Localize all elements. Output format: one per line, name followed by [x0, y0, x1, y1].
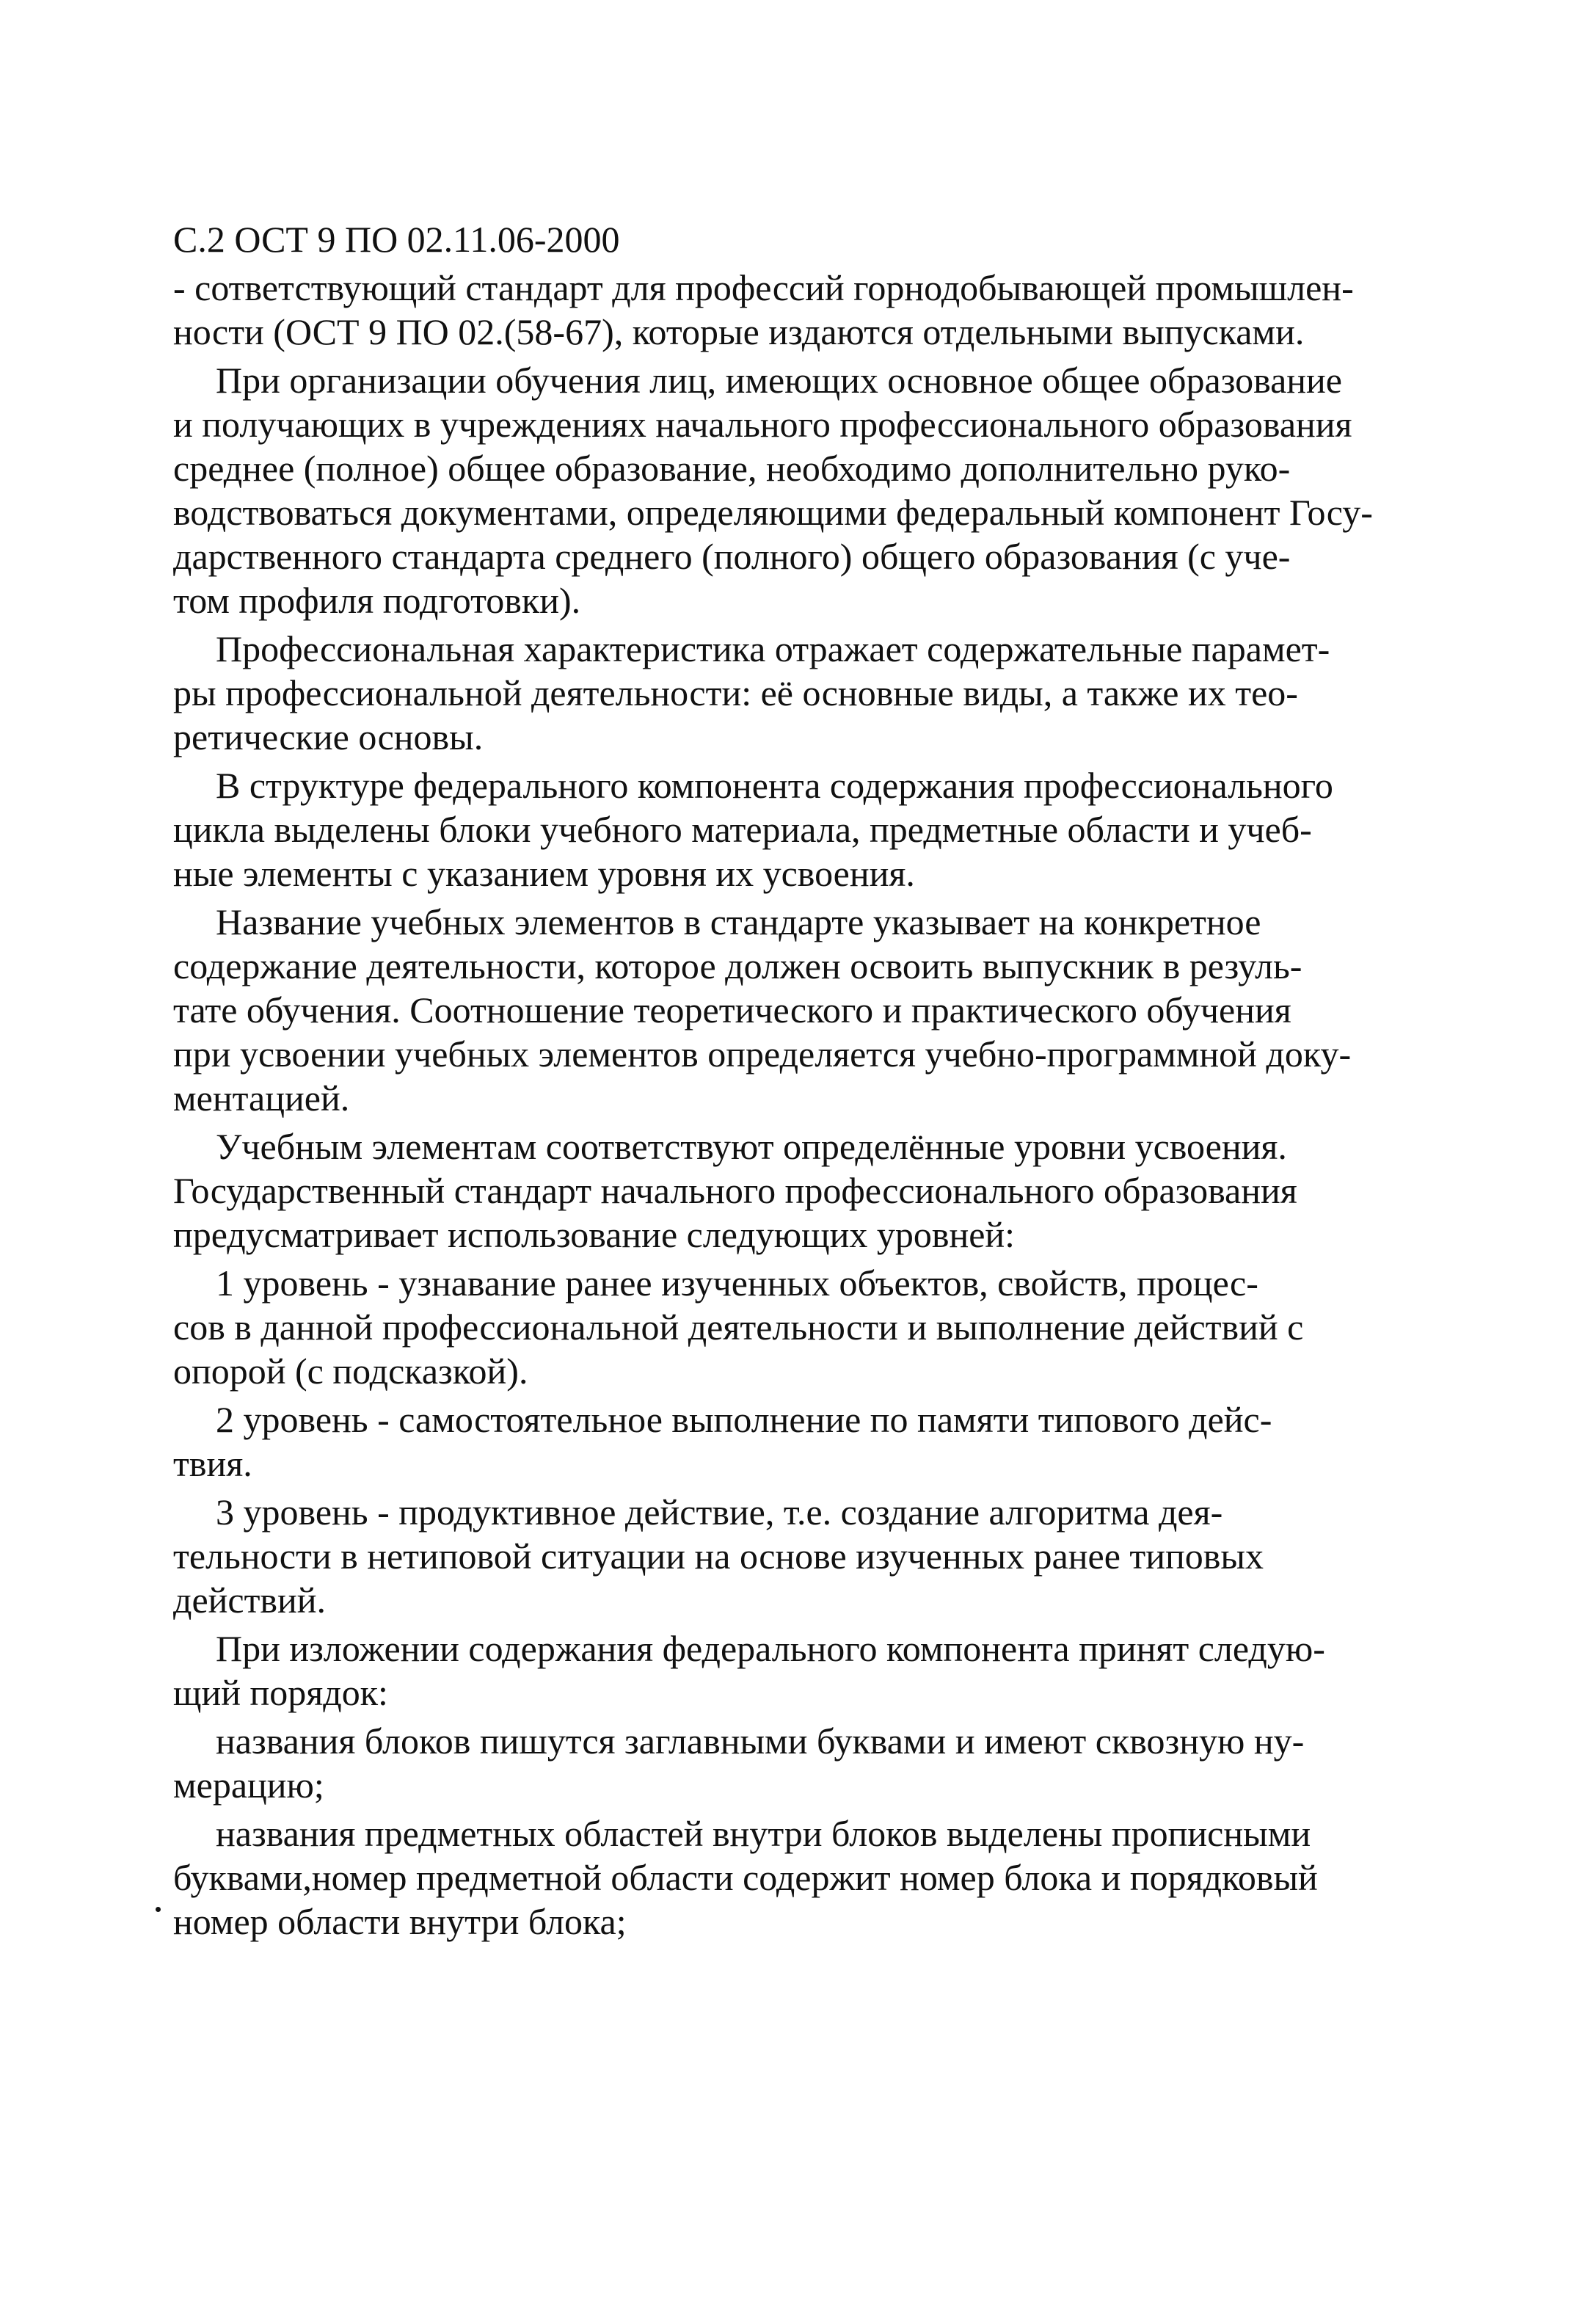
paragraph — [173, 1397, 1421, 1486]
paragraph — [173, 1811, 1421, 1944]
text-line: ные элементы с указанием уровня их усвоения. — [173, 853, 915, 894]
text-line: предусматривает использование следующих уровней: — [173, 1214, 1016, 1255]
text-line: тельности в нетиповой ситуации на основе изученных ранее типовых — [173, 1535, 1264, 1577]
text-line: 1 уровень - узнавание ранее изученных объектов, свойств, процес- — [216, 1262, 1258, 1304]
text-line: при усвоении учебных элементов определяется учебно-программной доку- — [173, 1033, 1352, 1075]
text-line: В структуре федерального компонента содержания профессионального — [216, 765, 1333, 806]
text-line: дарственного стандарта среднего (полного) общего образования (с уче- — [173, 536, 1291, 577]
paragraph — [173, 1626, 1421, 1715]
text-line: том профиля подготовки). — [173, 580, 581, 621]
page-header: С.2 ОСТ 9 ПО 02.11.06-2000 — [173, 219, 620, 260]
paragraph — [173, 1490, 1421, 1622]
paragraph — [173, 266, 1421, 354]
text-line: - сответствующий стандарт для профессий горнодобывающей промышлен- — [173, 267, 1354, 308]
text-line: названия предметных областей внутри блоков выделены прописными — [216, 1813, 1311, 1854]
text-line: щий порядок: — [173, 1672, 388, 1713]
text-line: При изложении содержания федерального компонента принят следую- — [216, 1628, 1325, 1669]
text-line: опорой (с подсказкой). — [173, 1351, 528, 1392]
text-line: Государственный стандарт начального профессионального образования — [173, 1170, 1297, 1211]
paragraph — [173, 358, 1421, 622]
text-line: Учебным элементам соответствуют определённые уровни усвоения. — [216, 1126, 1287, 1167]
text-line: Профессиональная характеристика отражает содержательные парамет- — [216, 628, 1330, 669]
text-line: тате обучения. Соотношение теоретического и практического обучения — [173, 989, 1291, 1030]
text-line: среднее (полное) общее образование, необходимо дополнительно руко- — [173, 448, 1291, 489]
text-line: Название учебных элементов в стандарте указывает на конкретное — [216, 901, 1261, 942]
paragraph — [173, 1719, 1421, 1807]
paragraph — [173, 1261, 1421, 1393]
text-line: ры профессиональной деятельности: её основные виды, а также их тео- — [173, 672, 1298, 713]
text-line: ности (ОСТ 9 ПО 02.(58-67), которые издаются отдельными выпусками. — [173, 311, 1305, 352]
text-line: При организации обучения лиц, имеющих основное общее образование — [216, 360, 1342, 401]
text-line: и получающих в учреждениях начального профессионального образования — [173, 404, 1352, 445]
text-line: 3 уровень - продуктивное действие, т.е. создание алгоритма дея- — [216, 1491, 1223, 1533]
text-line: сов в данной профессиональной деятельности и выполнение действий с — [173, 1306, 1304, 1348]
text-line: содержание деятельности, которое должен освоить выпускник в резуль- — [173, 945, 1302, 986]
text-line: названия блоков пишутся заглавными буквами и имеют сквозную ну- — [216, 1720, 1305, 1762]
text-line: 2 уровень - самостоятельное выполнение по памяти типового дейс- — [216, 1399, 1272, 1440]
paragraph — [173, 627, 1421, 759]
text-line: водствоваться документами, определяющими федеральный компонент Госу- — [173, 492, 1373, 533]
paragraph — [173, 1124, 1421, 1257]
text-line: буквами,номер предметной области содержит номер блока и порядковый — [173, 1857, 1318, 1898]
text-line: мерацию; — [173, 1764, 324, 1806]
document-body — [173, 266, 1421, 1944]
text-line: ментацией. — [173, 1077, 350, 1119]
paragraph — [173, 900, 1421, 1120]
text-line: цикла выделены блоки учебного материала, предметные области и учеб- — [173, 809, 1312, 850]
text-line: действий. — [173, 1579, 327, 1621]
text-line: ретические основы. — [173, 716, 484, 757]
paragraph — [173, 763, 1421, 895]
text-line: номер области внутри блока; — [173, 1901, 627, 1942]
text-line: твия. — [173, 1443, 252, 1484]
stray-dot-mark — [156, 1907, 161, 1912]
